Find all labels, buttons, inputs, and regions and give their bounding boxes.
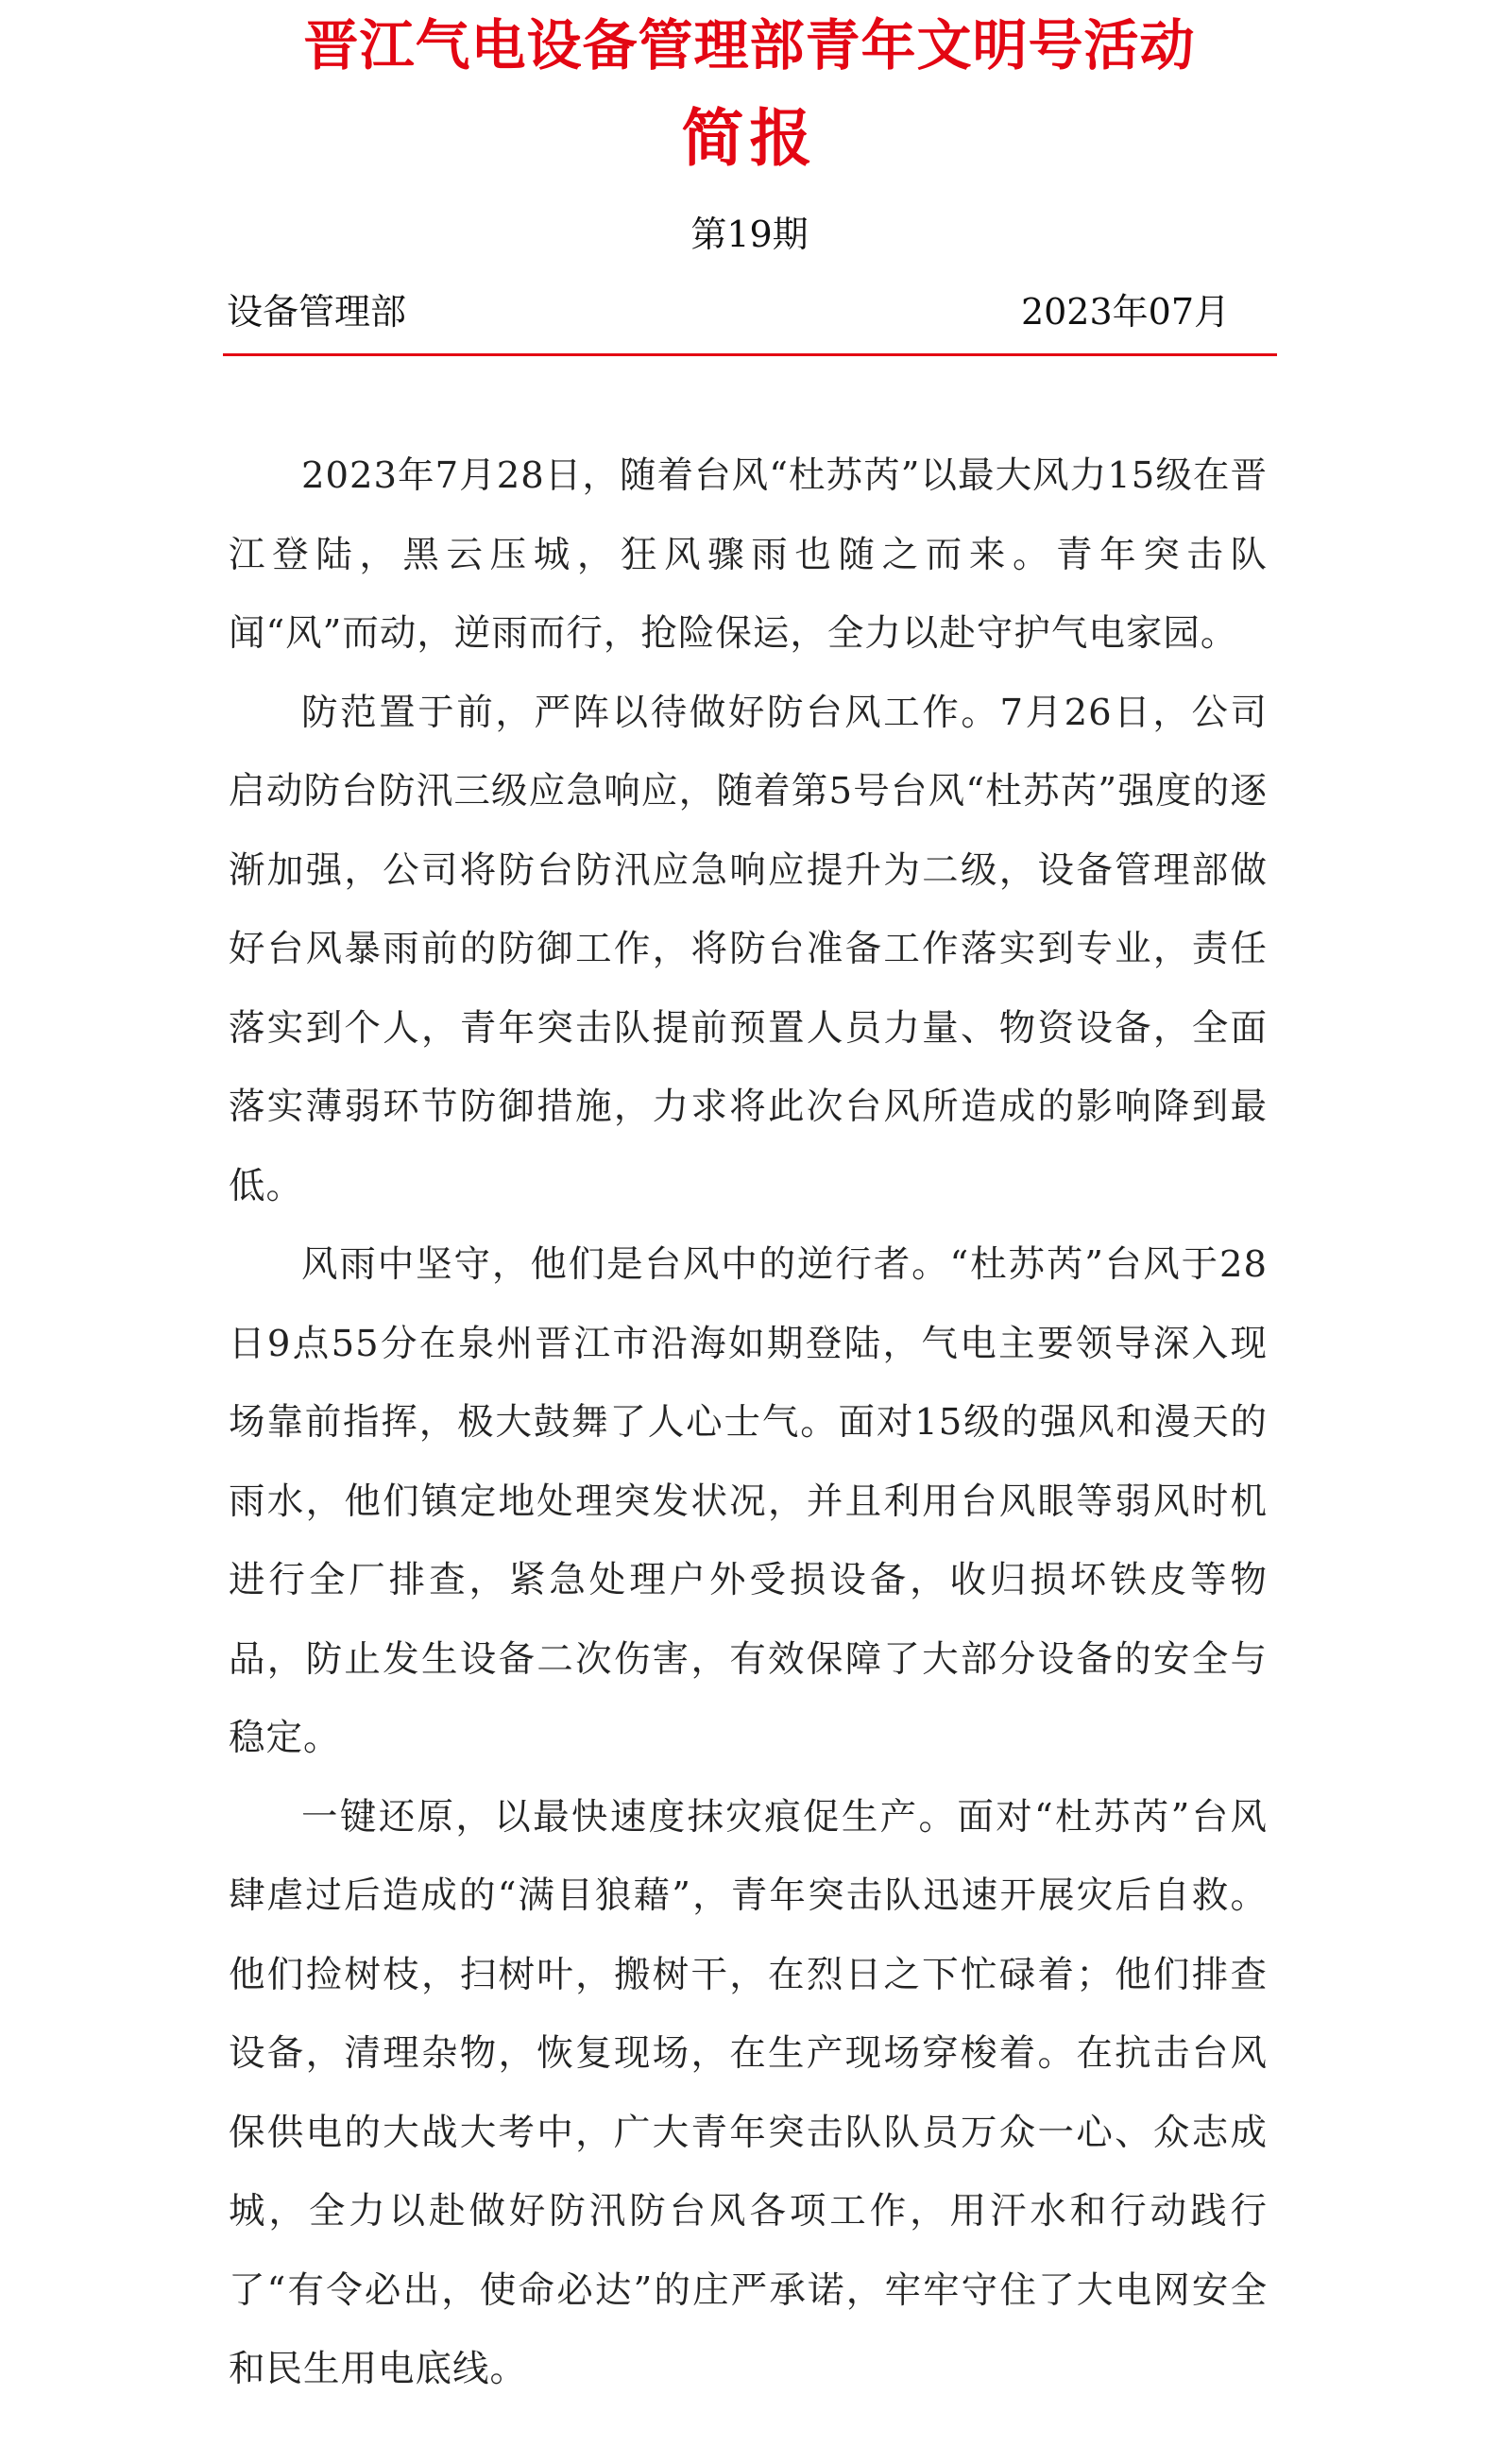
header-divider [223, 353, 1277, 356]
bulletin-subtitle: 简报 [681, 102, 818, 175]
article-paragraph: 一键还原，以最快速度抹灾痕促生产。面对“杜苏芮”台风肆虐过后造成的“满目狼藉”，青年突击队迅速开展灾后自救。他们捡树枝，扫树叶，搬树干，在烈日之下忙碌着；他们排查设备，清理杂物，恢复现场，在生产现场穿梭着。在抗击台风保供电的大战大考中，广大青年突击队队员万众一心、众志成城，全力以赴做好防汛防台风各项工作，用汗水和行动践行了“有令必出，使命必达”的庄严承诺，牢牢守住了大电网安全和民生用电底线。 [229, 1795, 1268, 2390]
department-label: 设备管理部 [227, 291, 407, 333]
article-paragraph: 风雨中坚守，他们是台风中的逆行者。“杜苏芮”台风于28日9点55分在泉州晋江市沿海如期登陆，气电主要领导深入现场靠前指挥，极大鼓舞了人心士气。面对15级的强风和漫天的雨水，他们镇定地处理突发状况，并且利用台风眼等弱风时机进行全厂排查，紧急处理户外受损设备，收归损坏铁皮等物品，防止发生设备二次伤害，有效保障了大部分设备的安全与稳定。 [229, 1243, 1268, 1759]
bulletin-title: 晋江气电设备管理部青年文明号活动 [303, 13, 1196, 77]
issue-date: 2023年07月 [1020, 291, 1230, 333]
article-body [229, 436, 1268, 2409]
meta-row [227, 285, 1230, 342]
issue-number: 第19期 [690, 214, 809, 255]
article-paragraph: 防范置于前，严阵以待做好防台风工作。7月26日，公司启动防台防汛三级应急响应，随着第5号台风“杜苏芮”强度的逐渐加强，公司将防台防汛应急响应提升为二级，设备管理部做好台风暴雨前的防御工作，将防台准备工作落实到专业，责任落实到个人，青年突击队提前预置人员力量、物资设备，全面落实薄弱环节防御措施，力求将此次台风所造成的影响降到最低。 [229, 691, 1268, 1207]
article-paragraph: 2023年7月28日，随着台风“杜苏芮”以最大风力15级在晋江登陆，黑云压城，狂风骤雨也随之而来。青年突击队闻“风”而动，逆雨而行，抢险保运，全力以赴守护气电家园。 [229, 454, 1268, 655]
